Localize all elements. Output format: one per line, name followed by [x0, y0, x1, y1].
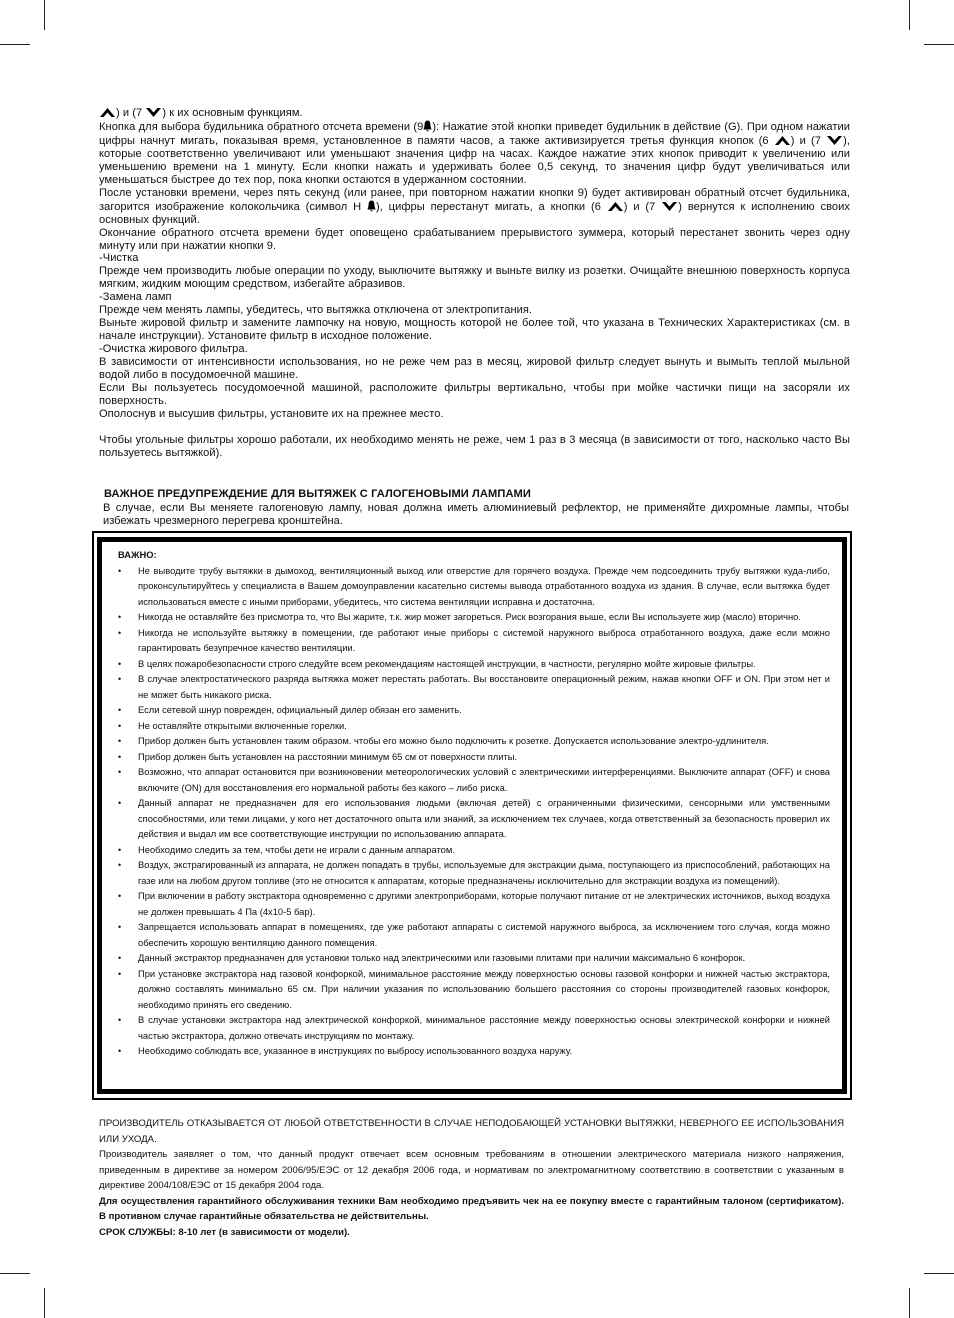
bell-icon [367, 200, 376, 212]
warranty-note: Для осуществления гарантийного обслуживания техники Вам необходимо предъявить чек на ее покупку вместе с гарантийным талоном (сертификатом). В противном случае гарантийные обязательства не действительны. [99, 1195, 844, 1222]
section-heading-filter: -Очистка жирового фильтра. [99, 343, 248, 356]
paragraph: Кнопка для выбора будильника обратного отсчета времени (9 ): Нажатие этой кнопки приведет будильник в действие (G). При одном нажатии цифры начнут мигать, показывая время, установленное в памяти часов, а также активизируется третья функция кнопок (6 ) и (7 ), которые соответственно увеличивают или уменьшают значения цифр на часах. Каждое нажатие этих кнопок приводит к увеличению или уменьшению времени на 1 минуту. Если кнопки нажать и удерживать более 0,5 секунд, то значения цифр будут увеличиваться или уменьшаться быстрее до тех пор, пока кнопки остаются в удержанном состоянии. [99, 120, 850, 186]
list-item: • При установке экстрактора над газовой конфоркой, минимальное расстояние между поверхностью основы газовой конфорки и нижней частью экстрактора, должно составлять минимально 65 см. При наличии указания по использованию большего расстояния со стороны производителей газовых конфорок, необходимо принять его сведению. [118, 967, 830, 1014]
crop-mark [924, 1273, 954, 1274]
list-item: • Никогда не используйте вытяжку в помещении, где работают иные приборы с системой наружного выброса отработанного воздуха, даже если можно гарантировать безупречное качество вентиляции. [118, 626, 830, 657]
important-list [118, 564, 830, 1060]
important-heading: ВАЖНО: [118, 550, 157, 560]
list-item: • Если сетевой шнур поврежден, официальный дилер обязан его заменить. [118, 703, 830, 719]
halogen-warning-title: ВАЖНОЕ ПРЕДУПРЕЖДЕНИЕ ДЛЯ ВЫТЯЖЕК С ГАЛОГЕНОВЫМИ ЛАМПАМИ [104, 488, 531, 500]
crop-mark [44, 0, 45, 30]
important-box [118, 548, 830, 1060]
paragraph: Если Вы пользуетесь посудомоечной машиной, расположите фильтры вертикально, чтобы при мойке частички пищи на засоряли их поверхность. [99, 382, 850, 407]
paragraph: Чтобы угольные фильтры хорошо работали, их необходимо менять не реже, чем 1 раз в 3 месяца (в зависимости от того, насколько часто Вы пользуетесь вытяжкой). [99, 433, 850, 459]
paragraph: Окончание обратного отсчета времени будет оповещено срабатыванием прерывистого зуммера, который перестанет звонить через одну минуту или при нажатии кнопки 9. [99, 226, 850, 252]
list-item: • Данный экстрактор предназначен для установки только над электрическими или газовыми плитами при наличии максимально 6 конфорок. [118, 951, 830, 967]
up-arrow-icon [99, 106, 116, 119]
paragraph: ) и (7 ) к их основным функциям. [99, 106, 850, 120]
section-heading-lamps: -Замена ламп [99, 291, 172, 304]
paragraph: После установки времени, через пять секунд (или ранее, при повторном нажатии кнопки 9) будет активирован обратный отсчет будильника, загорится изображение колокольчика (символ H ), цифры перестанут мигать, а кнопки (6 ) и (7 ) вернутся к исполнению своих основных функций. [99, 186, 850, 226]
paragraph: Прежде чем производить любые операции по уходу, выключите вытяжку и выньте вилку из розетки. Очищайте внешнюю поверхность корпуса мягким, жидким моющим средством, избегайте абразивов. [99, 265, 850, 291]
list-item: • Запрещается использовать аппарат в помещениях, где уже работают аппараты с системой наружного выброса, за исключением того случая, когда можно обеспечить хорошую вентиляцию данного помещения. [118, 920, 830, 951]
list-item: • Прибор должен быть установлен на расстоянии минимум 65 см от поверхности плиты. [118, 750, 830, 766]
crop-mark [924, 44, 954, 45]
section-heading-cleaning: -Чистка [99, 252, 139, 265]
list-item: • Возможно, что аппарат остановится при возникновении метеорологических условий с электрическими интерференциями. Выключите аппарат (OFF) и снова включите (ON) для восстановления его нормальной работы без какого – либо риска. [118, 765, 830, 796]
service-life: СРОК СЛУЖБЫ: 8-10 лет (в зависимости от модели). [99, 1226, 350, 1238]
list-item: • Необходимо следить за тем, чтобы дети не играли с данным аппаратом. [118, 843, 830, 859]
paragraph: Ополоснув и высушив фильтры, установите их на прежнее место. [99, 407, 444, 420]
down-arrow-icon [145, 106, 162, 119]
crop-mark [909, 0, 910, 30]
list-item: • Необходимо соблюдать все, указанное в инструкциях по выбросу использованного воздуха наружу. [118, 1044, 830, 1060]
crop-mark [44, 1288, 45, 1318]
list-item: • В случае установки экстрактора над электрической конфоркой, минимальное расстояние между поверхностью основы электрической конфорки и нижней частью экстрактора, должно отвечать инструкциям по монтажу. [118, 1013, 830, 1044]
footer-notes [99, 1116, 844, 1240]
list-item: • Никогда не оставляйте без присмотра то, что Вы жарите, т.к. жир может загореться. Риск возгорания выше, если Вы используете жир (масло) вторично. [118, 610, 830, 626]
crop-mark [909, 1288, 910, 1318]
list-item: • Не оставляйте открытыми включенные горелки. [118, 719, 830, 735]
conformity-declaration: Производитель заявляет о том, что данный продукт отвечает всем основным требованиям в отношении электрического материала низкого напряжения, приведенным в директиве за номером 2006/95/ЕЭС от 12 декабря 2006 года, и нормативам по электромагнитному соответствию в соответствии с указанным в директиве 2004/108/ЕЭС от 15 декабря 2004 года. [99, 1149, 844, 1191]
paragraph: Выньте жировой фильтр и замените лампочку на новую, мощность которой не более той, что указана в Технических Характеристиках (см. в начале инструкции). Установите фильтр в исходное положение. [99, 317, 850, 343]
crop-mark [0, 1273, 30, 1274]
up-arrow-icon [774, 134, 791, 147]
paragraph: Прежде чем менять лампы, убедитесь, что вытяжка отключена от электропитания. [99, 304, 533, 317]
list-item: • При включении в работу экстрактора одновременно с другими электроприборами, которые получают питание от не электрических источников, выход воздуха не должен превышать 4 Па (4x10-5 бар). [118, 889, 830, 920]
list-item: • Данный аппарат не предназначен для его использования людьми (включая детей) с ограниченными физическими, сенсорными или умственными способностями, или теми лицами, у кого нет достаточного опыта или знаний, за исключением тех случаев, когда ответственный за безопасность проверил их действия и выдал им все соответствующие инструкции по использованию аппарата. [118, 796, 830, 843]
list-item: • Не выводите трубу вытяжки в дымоход, вентиляционный выход или отверстие для горячего воздуха. Прежде чем подсоединить трубу вытяжки куда-либо, проконсультируйтесь у специалиста в Вашем домоуправлении касательно системы вывода отработанного воздуха из здания. В случае, если вытяжка будет использоваться вместе с иными приборами, убедитесь, что система вентиляции исправна и достаточна. [118, 564, 830, 611]
halogen-warning-text: В случае, если Вы меняете галогеновую лампу, новая должна иметь алюминиевый рефлектор, не применяйте дихромные лампы, чтобы избежать чрезмерного перегрева кронштейна. [103, 502, 849, 527]
paragraph: В зависимости от интенсивности использования, но не реже чем раз в месяц, жировой фильтр следует вынуть и вымыть теплой мыльной водой либо в посудомоечной машине. [99, 356, 850, 382]
crop-mark [0, 44, 30, 45]
list-item: • Воздух, экстрагированный из аппарата, не должен попадать в трубы, используемые для экстракции дыма, поступающего из приспособлений, работающих на газе или на любом другом топливе (это не относится к аппаратам, которые предназначены исключительно для экстракции воздуха из помещений). [118, 858, 830, 889]
list-item: • В случае электростатического разряда вытяжка может перестать работать. Вы восстановите операционный режим, нажав кнопки OFF и ON. При этом нет и не может быть никакого риска. [118, 672, 830, 703]
liability-disclaimer: ПРОИЗВОДИТЕЛЬ ОТКАЗЫВАЕТСЯ ОТ ЛЮБОЙ ОТВЕТСТВЕННОСТИ В СЛУЧАЕ НЕПОДОБАЮЩЕЙ УСТАНОВКИ ВЫТЯЖКИ, НЕВЕРНОГО ЕЕ ИСПОЛЬЗОВАНИЯ ИЛИ УХОДА. [99, 1118, 844, 1145]
instructions-body [99, 106, 850, 460]
list-item: • Прибор должен быть установлен таким образом. чтобы его можно было подключить к розетке. Допускается использование электро-удлинителя. [118, 734, 830, 750]
list-item: • В целях пожаробезопасности строго следуйте всем рекомендациям настоящей инструкции, в частности, регулярно мойте жировые фильтры. [118, 657, 830, 673]
down-arrow-icon [661, 200, 678, 213]
up-arrow-icon [607, 200, 624, 213]
down-arrow-icon [826, 134, 843, 147]
